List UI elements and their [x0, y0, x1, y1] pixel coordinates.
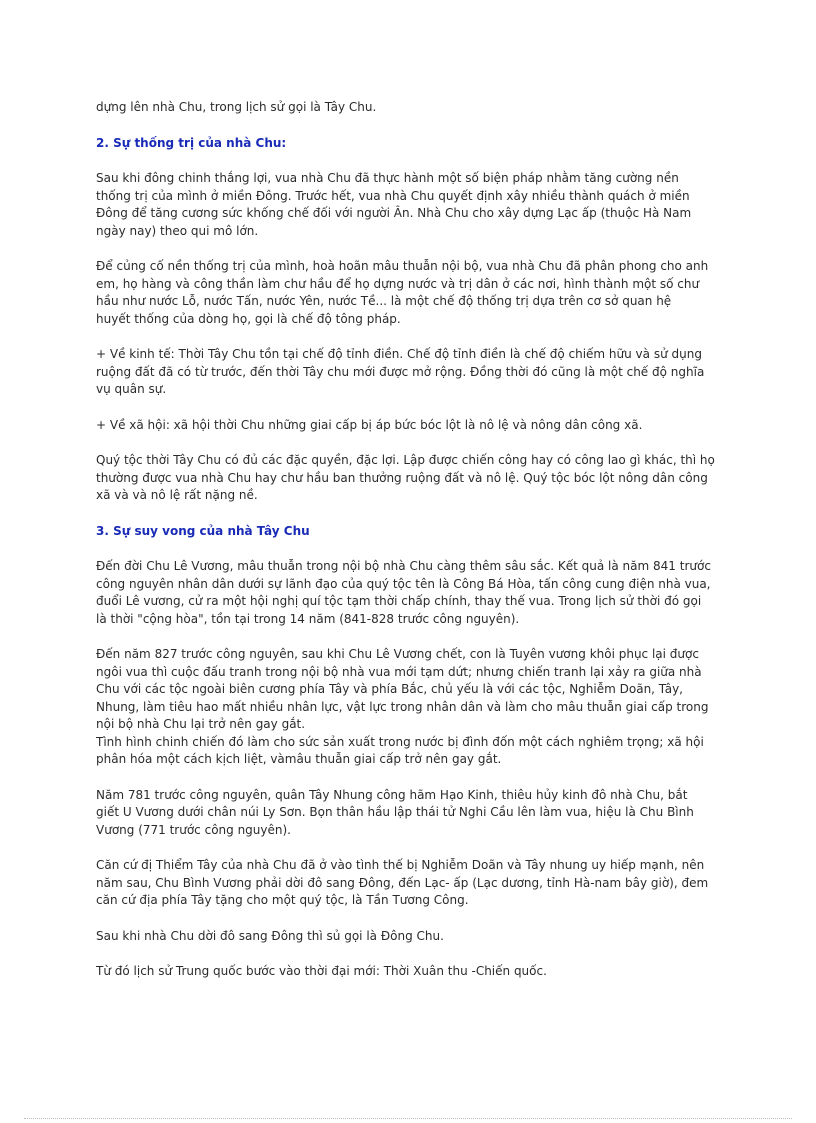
paragraph: Đến năm 827 trước công nguyên, sau khi Chu Lê Vương chết, con là Tuyên vương khôi phục lại được ngôi vua thì cuộc đấu tranh trong nội bộ nhà vua mới tạm dứt; nhưng chiến tranh lại xảy ra giữa nhà Chu với các tộc ngoài biên cương phía Tây và phía Bắc, chủ yếu là với các tộc, Nghiễm Doãn, Tây, Nhung, làm tiêu hao mất nhiều nhân lực, vật lực trong nhân dân và làm cho mâu thuẫn giai cấp trong nội bộ nhà Chu lại trở nên gay gắt. Tình hình chinh chiến đó làm cho sức sản xuất trong nước bị đình đốn một cách nghiêm trọng; xã hội phân hóa một cách kịch liệt, vàmâu thuẫn giai cấp trở nên gay gắt. [96, 647, 709, 766]
document-body [96, 99, 722, 981]
section-heading-3: 3. Sự suy vong của nhà Tây Chu [96, 523, 310, 538]
paragraph: Đến đời Chu Lê Vương, mâu thuẫn trong nội bộ nhà Chu càng thêm sâu sắc. Kết quả là năm 841 trước công nguyên nhân dân dưới sự lãnh đạo của quý tộc tên là Công Bá Hòa, tấn công cung điện nhà vua, đuổi Lê vương, cử ra một hội nghị quí tộc tạm thời chấp chính, thay thế vua. Trong lịch sử thời đó gọi là thời "cộng hòa", tồn tại trong 14 năm (841-828 trước công nguyên). [96, 559, 711, 626]
page-bottom-divider [24, 1118, 792, 1119]
paragraph: Căn cứ đị Thiểm Tây của nhà Chu đã ở vào tình thế bị Nghiễm Doãn và Tây nhung uy hiếp mạnh, nên năm sau, Chu Bình Vương phải dời đô sang Đông, đến Lạc- ấp (Lạc dương, tỉnh Hà-nam bây giờ), đem căn cứ địa phía Tây tặng cho một quý tộc, là Tần Tương Công. [96, 858, 709, 907]
paragraph: + Về kinh tế: Thời Tây Chu tồn tại chế độ tỉnh điền. Chế độ tỉnh điền là chế độ chiếm hữu và sử dụng ruộng đất đã có từ trước, đến thời Tây chu mới được mở rộng. Đồng thời đó cũng là một chế độ nghĩa vụ quân sự. [96, 347, 705, 396]
paragraph: Sau khi nhà Chu dời đô sang Đông thì sủ gọi là Đông Chu. [96, 928, 444, 943]
paragraph: Quý tộc thời Tây Chu có đủ các đặc quyền, đặc lợi. Lập được chiến công hay có công lao gì khác, thì họ thường được vua nhà Chu hay chư hầu ban thưởng ruộng đất và nô lệ. Quý tộc bóc lột nông dân công xã và và nô lệ rất nặng nề. [96, 453, 715, 502]
paragraph: Để củng cố nền thống trị của mình, hoà hoãn mâu thuẫn nội bộ, vua nhà Chu đã phân phong cho anh em, họ hàng và công thần làm chư hầu để họ dựng nước và trị dân ở các nơi, hình thành một số chư hầu như nước Lỗ, nước Tấn, nước Yên, nước Tề... là một chế độ thống trị dựa trên cơ sở quan hệ huyết thống của dòng họ, gọi là chế độ tông pháp. [96, 259, 709, 326]
paragraph-intro-continuation: dựng lên nhà Chu, trong lịch sử gọi là Tây Chu. [96, 100, 377, 114]
section-heading-2: 2. Sự thống trị của nhà Chu: [96, 135, 287, 150]
paragraph: Năm 781 trước công nguyên, quân Tây Nhung công hãm Hạo Kinh, thiêu hủy kinh đô nhà Chu, bắt giết U Vương dưới chân núi Ly Sơn. Bọn thân hầu lập thái tử Nghi Cầu lên làm vua, hiệu là Chu Bình Vương (771 trước công nguyên). [96, 787, 694, 837]
paragraph: Sau khi đông chinh thắng lợi, vua nhà Chu đã thực hành một số biện pháp nhằm tăng cường nền thống trị của mình ở miền Đông. Trước hết, vua nhà Chu quyết định xây nhiều thành quách ở miền Đông để tăng cương sức khống chế đối với người Ân. Nhà Chu cho xây dựng Lạc ấp (thuộc Hà Nam ngày nay) theo qui mô lớn. [96, 171, 692, 238]
paragraph: + Về xã hội: xã hội thời Chu những giai cấp bị áp bức bóc lột là nô lệ và nông dân công xã. [96, 417, 643, 432]
paragraph: Từ đó lịch sử Trung quốc bước vào thời đại mới: Thời Xuân thu -Chiến quốc. [96, 964, 547, 978]
